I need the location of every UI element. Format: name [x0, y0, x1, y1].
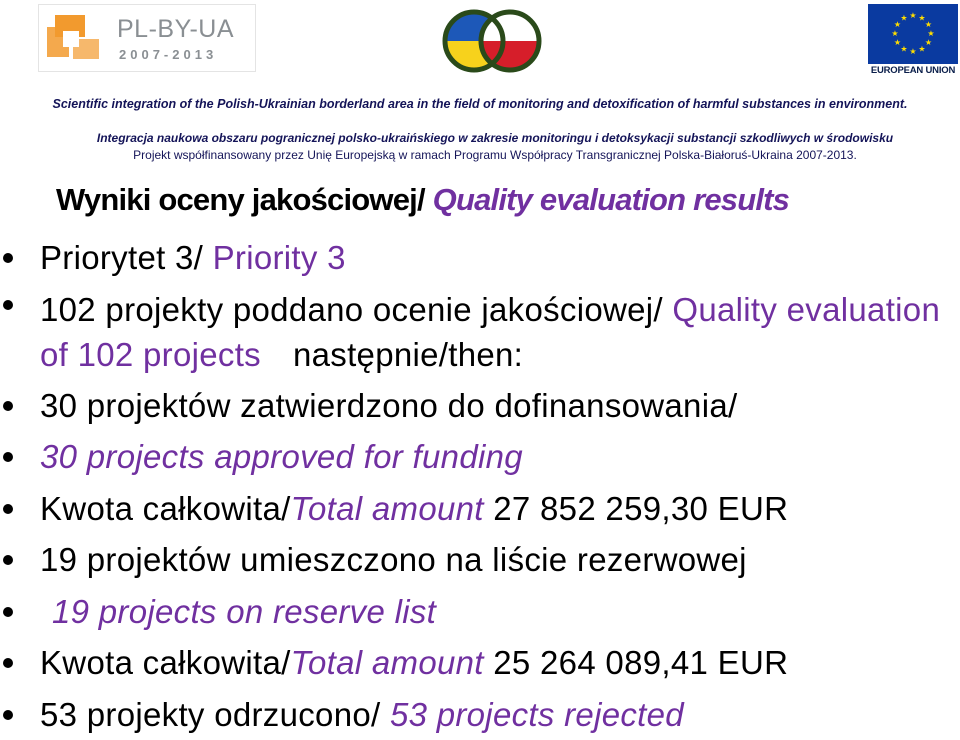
- reserve-amount-value: 25 264 089,41 EUR: [493, 644, 788, 681]
- bullet-icon: [3, 658, 13, 668]
- svg-text:★: ★: [918, 14, 925, 23]
- bullet-icon: [3, 401, 13, 411]
- list-item: [0, 689, 960, 740]
- svg-text:★: ★: [925, 38, 932, 47]
- then-label: następnie/then:: [293, 336, 523, 373]
- eu-stars-icon: [868, 4, 958, 64]
- list-item: [0, 483, 960, 535]
- ukraine-poland-rings-logo: [438, 6, 546, 76]
- bullet-icon: [3, 710, 13, 720]
- project-title-en: Scientific integration of the Polish-Ukrainian borderland area in the field of monitoring and detoxification of harmful substances in environment.: [0, 97, 960, 111]
- svg-text:★: ★: [900, 14, 907, 23]
- svg-text:★: ★: [891, 29, 898, 38]
- list-item: [0, 380, 960, 432]
- pl-by-ua-mark-icon: [45, 13, 107, 65]
- svg-text:★: ★: [927, 29, 934, 38]
- results-list: [0, 232, 960, 740]
- bullet-icon: [3, 607, 13, 617]
- priority-pl: Priorytet 3/: [40, 239, 203, 276]
- list-item: [0, 284, 960, 380]
- approved-pl: 30 projektów zatwierdzono do dofinansowania/: [40, 387, 737, 424]
- svg-text:★: ★: [894, 20, 901, 29]
- header: [0, 0, 960, 175]
- flag-rings-icon: [438, 6, 546, 76]
- svg-text:★: ★: [894, 38, 901, 47]
- logo-years: 2007-2013: [119, 47, 217, 62]
- evaluated-en: Quality evaluation of 102 projects: [40, 291, 940, 373]
- reserve-en: 19 projects on reserve list: [40, 593, 436, 630]
- slide-title: [56, 182, 956, 218]
- bullet-icon: [3, 300, 13, 310]
- list-item: [0, 534, 960, 586]
- priority-en: Priority 3: [213, 239, 346, 276]
- svg-text:★: ★: [909, 47, 916, 56]
- logo-name: PL-BY-UA: [117, 15, 234, 44]
- rejected-en: 53 projects rejected: [390, 696, 684, 733]
- project-title-pl: Integracja naukowa obszaru pogranicznej polsko-ukraińskiego w zakresie monitoringu i detoksykacji substancji szkodliwych w środowisku: [0, 131, 960, 145]
- bullet-icon: [3, 452, 13, 462]
- reserve-pl: 19 projektów umieszczono na liście rezerwowej: [40, 541, 747, 578]
- amount-en: Total amount: [291, 490, 484, 527]
- bullet-icon: [3, 253, 13, 263]
- svg-text:★: ★: [900, 45, 907, 54]
- bullet-icon: [3, 555, 13, 565]
- title-en: Quality evaluation results: [433, 182, 789, 217]
- list-item: [0, 431, 960, 483]
- cofinancing-note: Projekt współfinansowany przez Unię Europejską w ramach Programu Współpracy Transgranicznej Polska-Białoruś-Ukraina 2007-2013.: [0, 148, 960, 162]
- eu-logo: [868, 4, 958, 76]
- amount-value: 27 852 259,30 EUR: [493, 490, 788, 527]
- svg-text:★: ★: [909, 11, 916, 20]
- eu-flag-icon: [868, 4, 958, 64]
- approved-en: 30 projects approved for funding: [40, 438, 523, 475]
- list-item: [0, 637, 960, 689]
- reserve-amount-pl: Kwota całkowita/: [40, 644, 291, 681]
- svg-text:★: ★: [918, 45, 925, 54]
- bullet-icon: [3, 504, 13, 514]
- rejected-pl: 53 projekty odrzucono/: [40, 696, 380, 733]
- evaluated-pl: 102 projekty poddano ocenie jakościowej/: [40, 291, 663, 328]
- list-item: [0, 232, 960, 284]
- pl-by-ua-logo: [38, 4, 256, 72]
- title-pl: Wyniki oceny jakościowej/: [56, 182, 425, 217]
- amount-pl: Kwota całkowita/: [40, 490, 291, 527]
- reserve-amount-en: Total amount: [291, 644, 484, 681]
- svg-text:★: ★: [925, 20, 932, 29]
- list-item: [0, 586, 960, 638]
- eu-label: EUROPEAN UNION: [868, 65, 958, 76]
